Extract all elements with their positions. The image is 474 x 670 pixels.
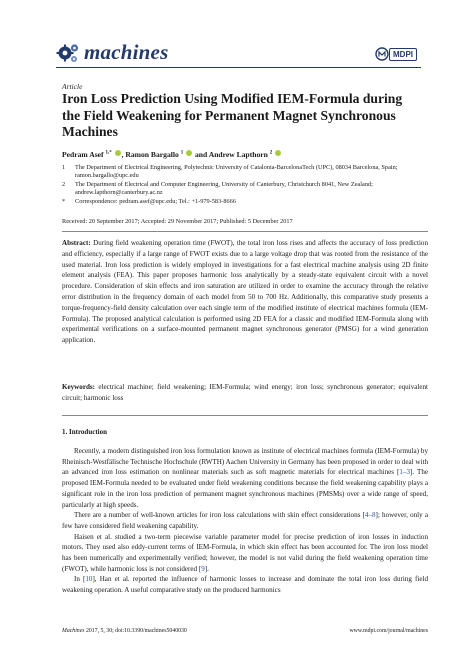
paragraph bbox=[62, 532, 428, 575]
footer-journal: Machines bbox=[62, 628, 85, 634]
publication-dates: Received: 20 September 2017; Accepted: 29 November 2017; Published: 5 December 2017 bbox=[62, 218, 293, 225]
publisher-logo bbox=[375, 47, 417, 61]
mdpi-emblem-icon bbox=[375, 47, 389, 61]
author-name[interactable]: Ramon Bargallo bbox=[125, 150, 179, 159]
author-name[interactable]: Pedram Asef bbox=[62, 150, 104, 159]
paragraph-text: ]; however, only a few have considered field weakening capability. bbox=[62, 511, 429, 530]
affiliations bbox=[62, 164, 427, 206]
author-name[interactable]: and Andrew Lapthorn bbox=[195, 150, 268, 159]
article-type: Article bbox=[62, 82, 83, 91]
paragraph bbox=[62, 574, 428, 595]
keywords-text: electrical machine; field weakening; IEM-Formula; wind energy; iron loss; synchronous generator; equivalent circuit; harmonic loss bbox=[62, 383, 428, 402]
affiliation-item bbox=[62, 181, 427, 198]
affiliation-text: Correspondence: pedram.asef@upc.edu; Tel.: +1-979-583-8666 bbox=[75, 197, 236, 205]
orcid-icon[interactable] bbox=[115, 150, 121, 156]
keywords bbox=[62, 382, 428, 403]
affiliation-text: The Department of Electrical Engineering, Polytechnic University of Catalonia-BarcelonaTech (UPC), 08034 Barcelona, Spain; ramon.bargallo@upc.edu bbox=[75, 164, 398, 180]
divider bbox=[62, 231, 428, 232]
paragraph-text: Haisen et al. studied a two-term piecewise variable parameter model for precise prediction of iron losses in induction motors. They used also eddy-current terms of IEM-Formula, in which skin effect has been accounted for. The iron loss model has been numerically and experimentally verified; however, the model is not valid during the field weakening operation time (FWOT), while harmonic loss is not considered [ bbox=[62, 532, 428, 573]
footer-url[interactable]: www.mdpi.com/journal/machines bbox=[349, 628, 428, 634]
affiliation-number: 2 bbox=[62, 180, 66, 188]
divider bbox=[62, 415, 428, 416]
orcid-icon[interactable] bbox=[275, 150, 281, 156]
affiliation-number: * bbox=[62, 197, 66, 205]
paragraph bbox=[62, 446, 428, 510]
footer-citation-text: 2017, 5, 30; doi:10.3390/machines5040030 bbox=[86, 628, 187, 634]
citation-link[interactable]: 10 bbox=[85, 575, 93, 584]
abstract-label: Abstract: bbox=[62, 239, 91, 247]
citation-link[interactable]: 4–8 bbox=[364, 511, 376, 520]
author-affiliation-mark: 2 bbox=[269, 150, 273, 156]
keywords-label: Keywords: bbox=[62, 383, 96, 391]
footer-citation bbox=[62, 628, 187, 634]
journal-logo bbox=[56, 40, 168, 65]
orcid-icon[interactable] bbox=[186, 150, 192, 156]
paragraph-text: In [ bbox=[74, 575, 86, 584]
citation-link[interactable]: 1–3 bbox=[399, 468, 411, 477]
affiliation-item bbox=[62, 164, 427, 181]
paragraph-text: ]. The proposed IEM-Formula needed to be evaluated under field weakening conditions because the field weakening capability plays a significant role in the iron loss prediction of permanent magnet synchronous machines (PMSMs) over a wide range of speed, particularly at high speeds. bbox=[62, 468, 428, 509]
author-list: Pedram Asef $^{1,*}$ , Ramon Bargallo $^1$ and Andrew Lapthorn $^2$ bbox=[62, 150, 282, 159]
paragraph-text: ], Han et al. reported the influence of harmonic losses to increase and dominate the total iron loss during field weakening operation. A useful comparative study on the produced harmonics bbox=[62, 575, 428, 595]
header-rule bbox=[56, 67, 421, 68]
affiliation-number: 1 bbox=[62, 164, 66, 171]
publisher-name: MDPI bbox=[389, 48, 417, 61]
abstract-text: During field weakening operation time (FWOT), the total iron loss rises and affects the accuracy of loss prediction and efficiency, especially if a large range of FWOT exists due to a large voltage drop that was rooted from the resistance of the used material. Iron loss prediction is widely employed in investigations for a fast electrical machine analysis using 2D finite element analysis (FEA). This paper proposes harmonic loss analytically by a steady-state equivalent circuit with a novel procedure. Consideration of skin effects and iron saturation are utilized in order to examine the accuracy through the relative error distribution in the frequency domain of each model from 50 to 700 Hz. Additionally, this comparative study presents a torque-frequency-field density calculation over each single term of the modified institute of electrical machines formula (IEM-Formula). The proposed analytical calculation is performed using 2D FEA for a classic and modified IEM-Formula along with experimental verifications on a surface-mounted permanent magnet synchronous generator (PMSG) for a wind generation application. bbox=[62, 239, 429, 345]
citation-link[interactable]: 9 bbox=[201, 564, 205, 573]
paragraph-text: Recently, a modern distinguished iron loss formulation known as institute of electrical machines formula (IEM-Formula) by Rheinisch-Westfälische Technische Hochschule (RWTH) Aachen University in Germany has been proposed in order to deal with an advanced iron loss estimation on nonlinear materials such as soft magnetic materials for electrical machines [ bbox=[62, 447, 428, 477]
affiliation-text: The Department of Electrical and Computer Engineering, University of Canterbury, Christchurch 8041, New Zealand; andrew.lapthorn@canterbury.ac.nz bbox=[75, 180, 373, 197]
paragraph bbox=[62, 510, 428, 531]
body-text bbox=[62, 446, 428, 596]
paragraph-text: ]. bbox=[204, 564, 209, 573]
author-affiliation-mark: 1,* bbox=[105, 150, 112, 156]
author-affiliation-mark: 1 bbox=[180, 150, 184, 156]
paper-title: Iron Loss Prediction Using Modified IEM-Formula during the Field Weakening for Permanent Magnet Synchronous Machines bbox=[62, 91, 403, 139]
abstract bbox=[62, 238, 428, 346]
paragraph-text: There are a number of well-known articles for iron loss calculations with skin effect considerations [ bbox=[74, 511, 365, 520]
correspondence bbox=[62, 198, 427, 206]
journal-name: machines bbox=[84, 40, 169, 64]
section-heading: 1. Introduction bbox=[62, 428, 107, 436]
gears-icon bbox=[56, 41, 80, 65]
